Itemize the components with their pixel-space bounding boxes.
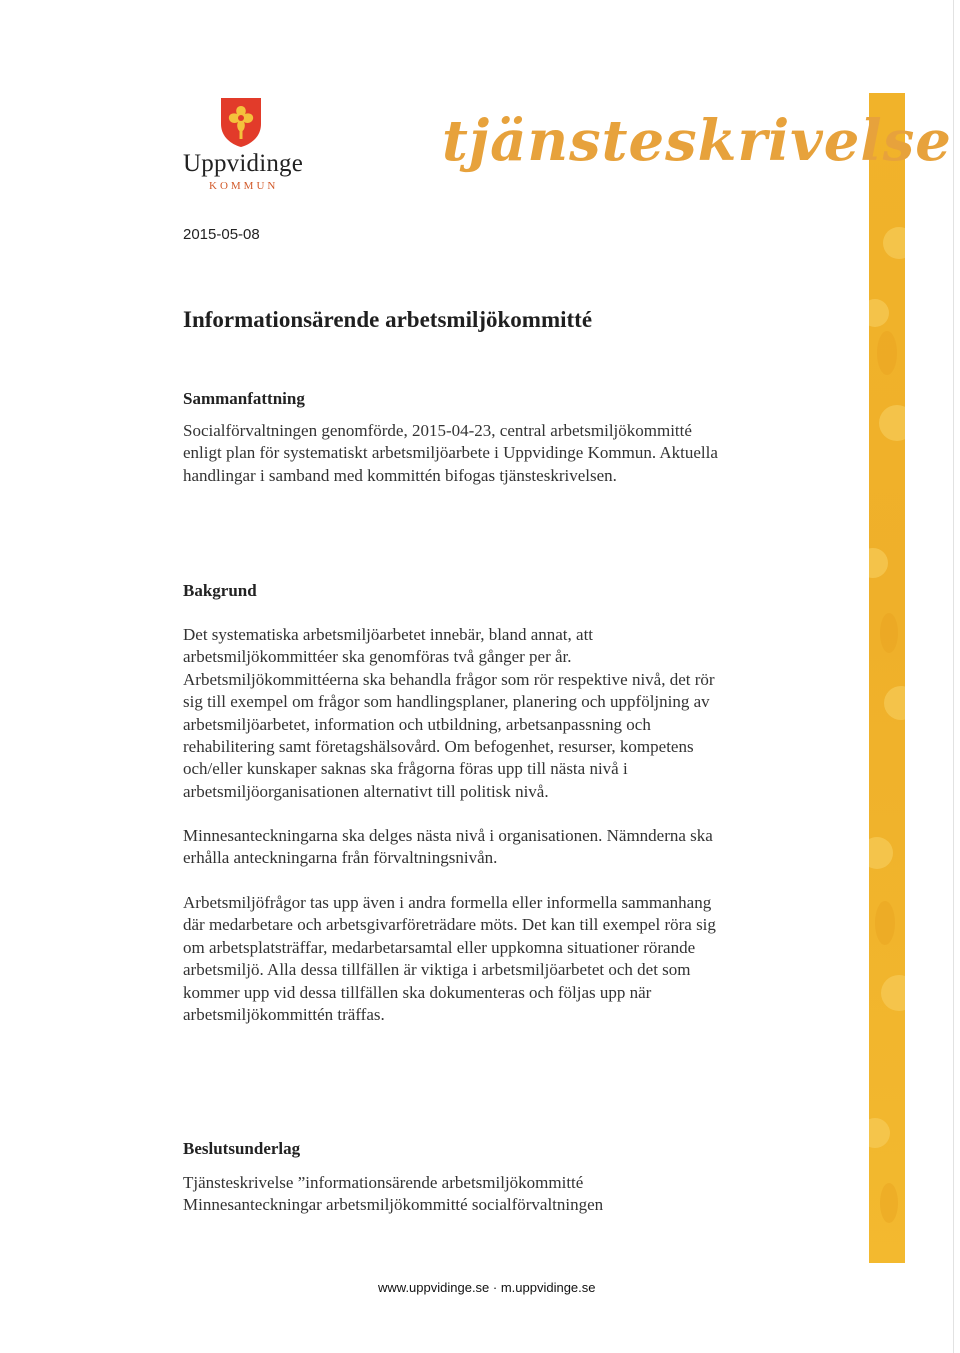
document-date: 2015-05-08 [183, 226, 260, 243]
decorative-side-band [869, 93, 905, 1263]
text-line: Tjänsteskrivelse ”informationsärende arbetsmiljökommitté [183, 1173, 584, 1192]
decision-basis-list [183, 1172, 833, 1217]
text-line: sig till exempel om frågor som handlingsplaner, planering och uppföljning av [183, 692, 710, 712]
heading-bakgrund: Bakgrund [183, 581, 257, 600]
heading-beslutsunderlag: Beslutsunderlag [183, 1139, 301, 1158]
text-line: erhålla anteckningarna från förvaltningsnivån. [183, 848, 498, 868]
text-line: Det systematiska arbetsmiljöarbetet innebär, bland annat, att [183, 625, 594, 644]
text-line: Minnesanteckningar arbetsmiljökommitté socialförvaltningen [183, 1195, 604, 1215]
text-line: Arbetsmiljökommittéerna ska behandla frågor som rör respektive nivå, det rör [183, 669, 715, 689]
text-line: och/eller kunskaper saknas ska frågorna föras upp till nästa nivå i [183, 759, 628, 779]
page-edge-line [953, 0, 954, 1353]
municipality-logo [183, 96, 323, 196]
background-paragraph-1 [183, 624, 833, 803]
footer-web-links: www.uppvidinge.se · m.uppvidinge.se [378, 1280, 596, 1295]
document-type-heading: tjänsteskrivelse [442, 108, 952, 174]
heading-sammanfattning: Sammanfattning [183, 389, 305, 408]
text-line: arbetsmiljökommittéer ska genomföras två gånger per år. [183, 647, 572, 667]
text-line: arbetsmiljöarbetet, information och utbildning, arbetsanpassning och [183, 714, 651, 734]
flower-pattern-icon [869, 93, 905, 1263]
logo-name: Uppvidinge [183, 150, 304, 177]
background-paragraph-2 [183, 825, 833, 870]
background-paragraph-3 [183, 892, 833, 1026]
summary-paragraph [183, 420, 833, 487]
logo-subtitle: KOMMUN [209, 180, 279, 192]
text-line: Socialförvaltningen genomförde, 2015-04-23, central arbetsmiljökommitté [183, 421, 692, 440]
text-line: arbetsmiljöorganisationen alternativt till politisk nivå. [183, 781, 549, 801]
text-line: arbetsmiljö. Alla dessa tillfällen är viktiga i arbetsmiljöarbetet och det som [183, 960, 691, 980]
text-line: enligt plan för systematiskt arbetsmiljöarbete i Uppvidinge Kommun. Aktuella [183, 443, 718, 463]
text-line: arbetsmiljökommittén träffas. [183, 1005, 385, 1025]
text-line: Arbetsmiljöfrågor tas upp även i andra formella eller informella sammanhang [183, 893, 712, 912]
text-line: om arbetsplatsträffar, medarbetarsamtal eller uppkomna situationer rörande [183, 937, 696, 957]
document-title: Informationsärende arbetsmiljökommitté [183, 307, 593, 332]
text-line: Minnesanteckningarna ska delges nästa nivå i organisationen. Nämnderna ska [183, 826, 713, 845]
municipal-crest-icon [219, 96, 263, 148]
text-line: kommer upp vid dessa tillfällen ska dokumenteras och följas upp när [183, 982, 652, 1002]
text-line: handlingar i samband med kommittén bifogas tjänsteskrivelsen. [183, 465, 617, 485]
text-line: där medarbetare och arbetsgivarföreträdare möts. Det kan till exempel röra sig [183, 915, 716, 935]
text-line: rehabilitering samt företagshälsovård. Om befogenhet, resurser, kompetens [183, 737, 694, 757]
